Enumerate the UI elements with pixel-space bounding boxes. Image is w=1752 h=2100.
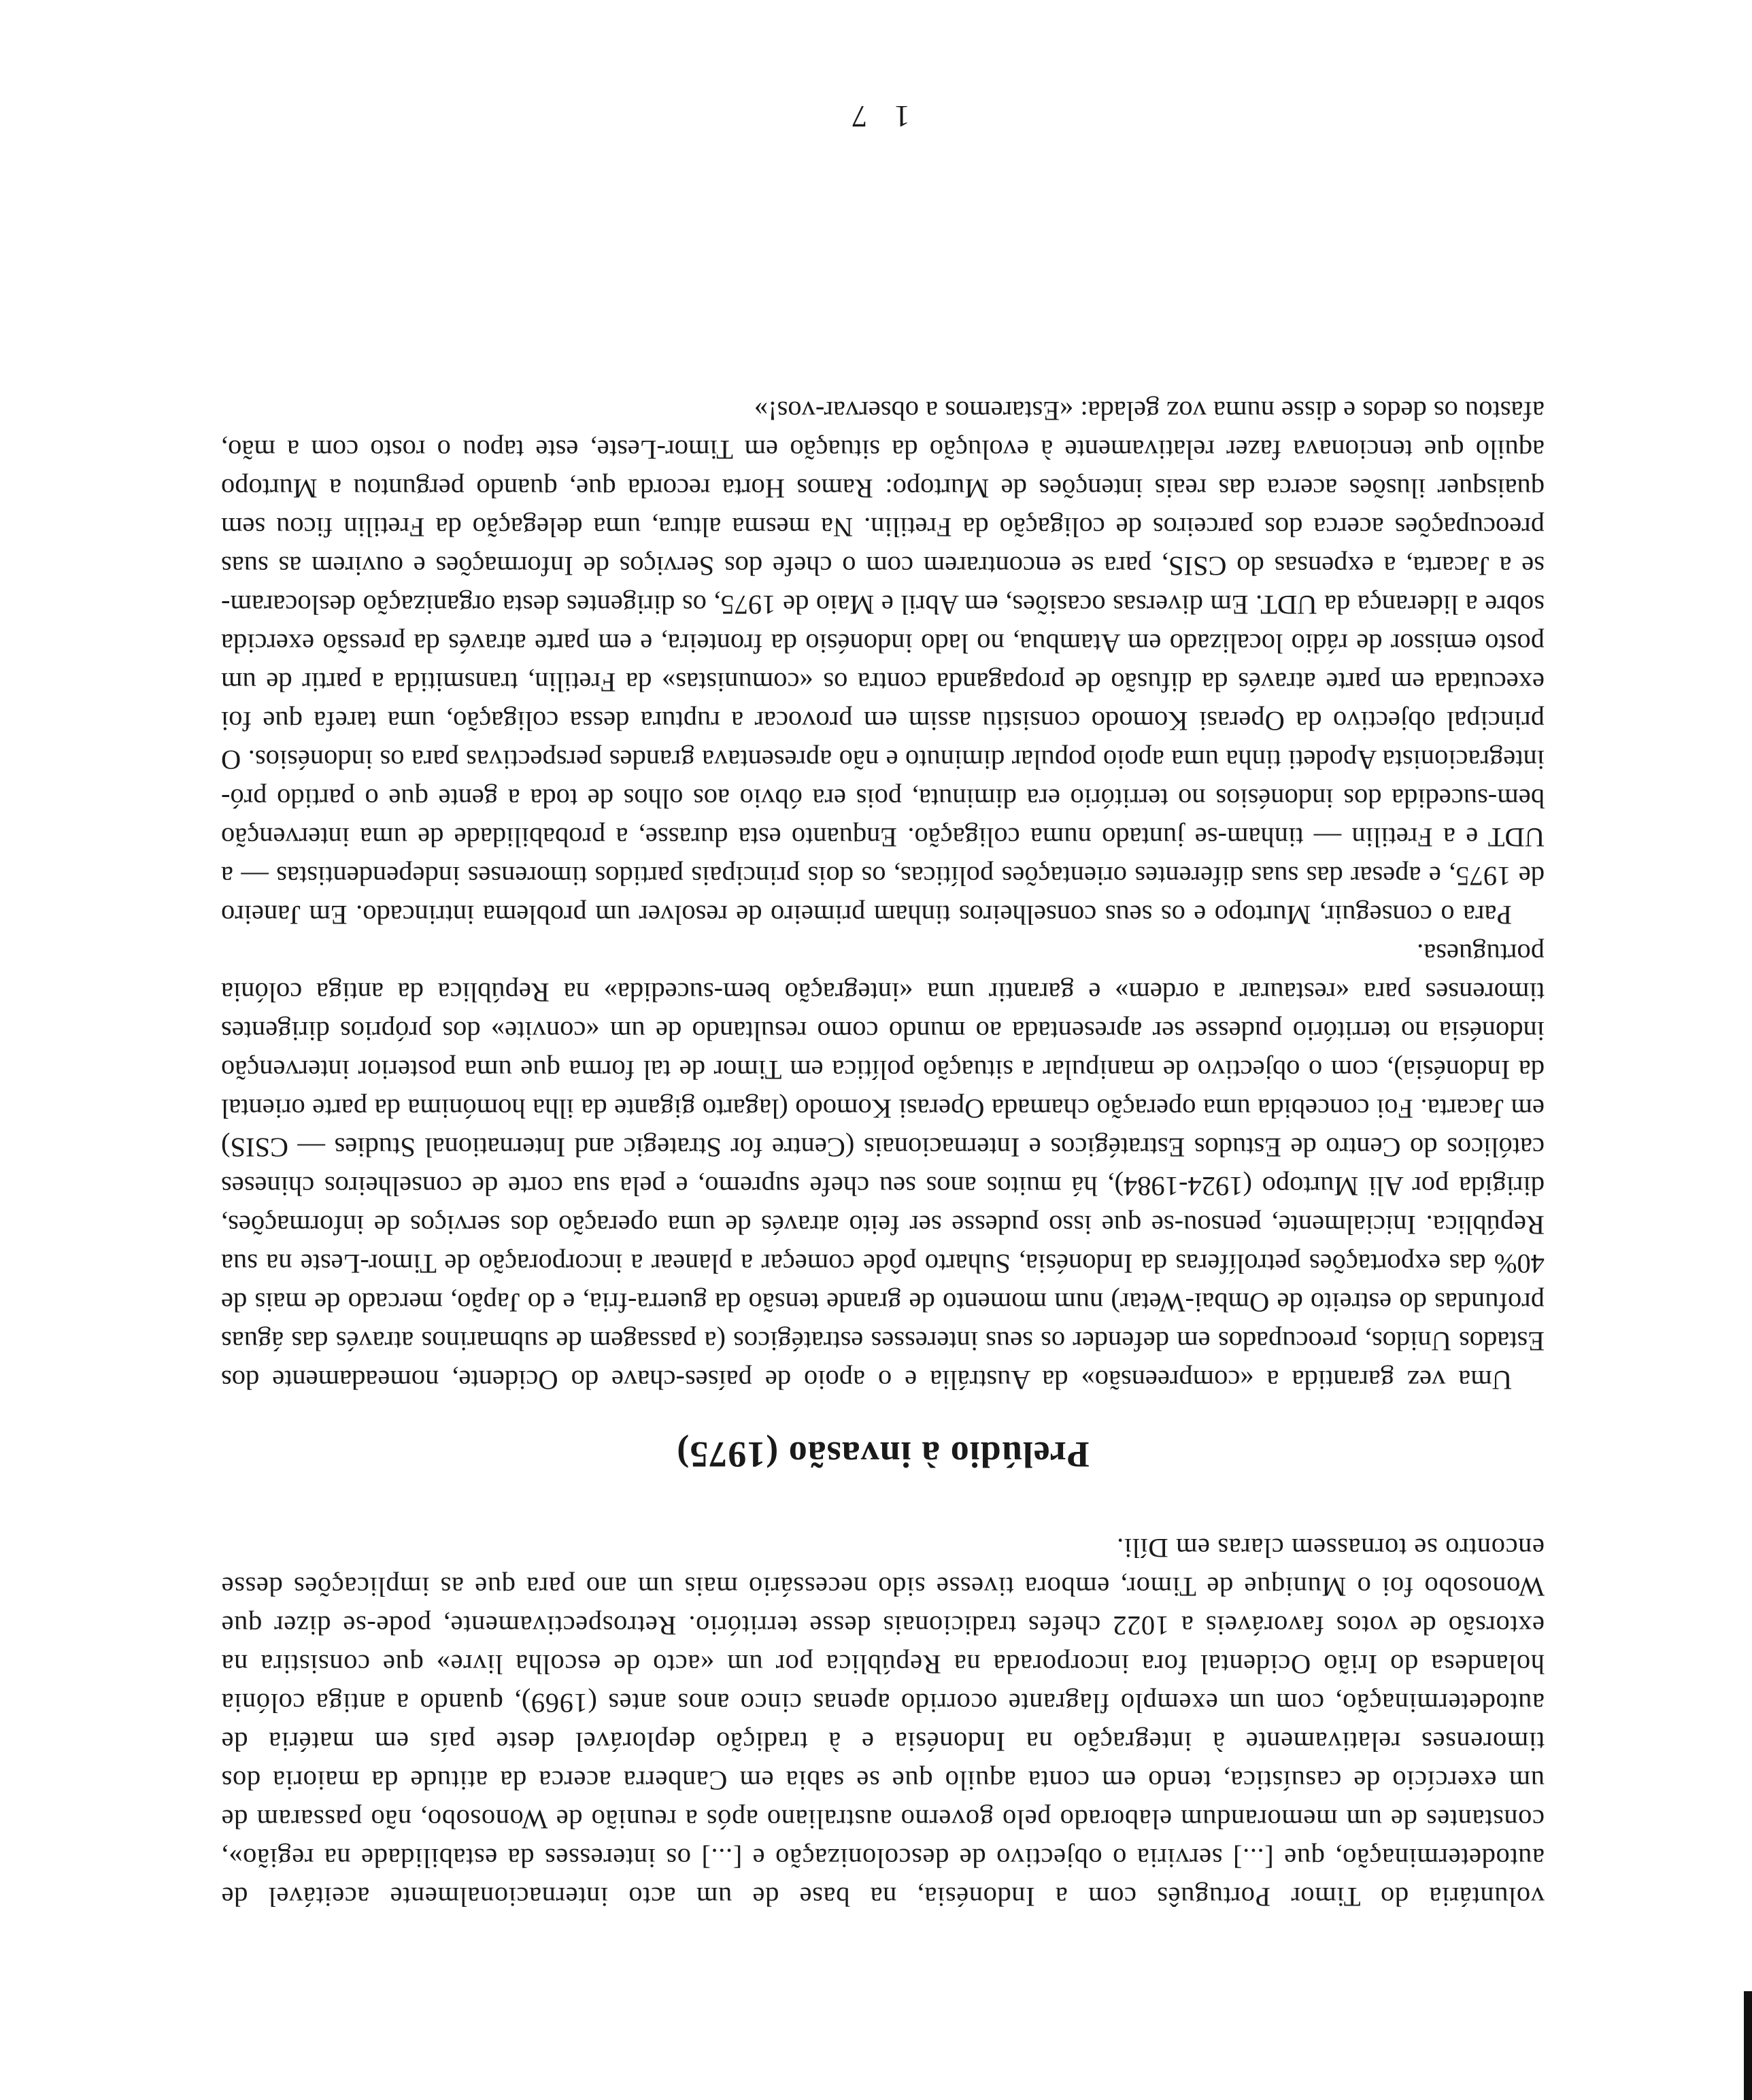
body-paragraph-1: Uma vez garantida a «compreensão» da Austrália e o apoio de países-chave do Ocidente, nomeadamente dos Estados Unidos, preocupados em defender os seus interesses estratégicos (a passagem de submarinos através das águas profundas do estreito de Ombai-Wetar) num momento de grande tensão da guerra-fria, e do Japão, mercado de mais de 40% das exportações petrolíferas da Indonésia, Suharto pôde começar a planear a incorporação de Timor-Leste na sua República. Inicialmente, pensou-se que isso pudesse ser feito através de uma operação dos serviços de informações, dirigida por Ali Murtopo (1924-1984), há muitos anos seu chefe supremo, e pela sua corte de conselheiros chineses católicos do Centro de Estudos Estratégicos e Internacionais (Centre for Strategic and International Studies — CSIS) em Jacarta. Foi concebida uma operação chamada Operasi Komodo (lagarto gigante da ilha homónima da parte oriental da Indonésia), com o objectivo de manipular a situação política em Timor de tal forma que uma posterior intervenção indonésia no território pudesse ser apresentada ao mundo como resultando de um «convite» dos próprios dirigentes timorenses para «restaurar a ordem» e garantir uma «integração bem-sucedida» na República da antiga colónia portuguesa. (221, 938, 1545, 1395)
scan-edge-mark (1744, 1991, 1752, 2100)
page-number: 1 7 (842, 99, 910, 134)
section-title: Prelúdio à invasão (1975) (676, 1434, 1090, 1475)
intro-paragraph: voluntária do Timor Português com a Indonésia, na base de um acto internacionalmente aceitável de autodeterminação, que [...] serviria o objectivo de descolonização e [...] os interesses da estabilidade na região», constantes de um memorandum elaborado pelo governo australiano após a reunião de Wonosobo, não passaram de um exercício de casuística, tendo em conta aquilo que se sabia em Canberra acerca da atitude da maioria dos timorenses relativamente à integração na Indonésia e à tradição deplorável deste país em matéria de autodeterminação, com um exemplo flagrante ocorrido apenas cinco anos antes (1969), quando a antiga colónia holandesa do Irião Ocidental fora incorporada na República por um «acto de escolha livre» que consistira na extorsão de votos favoráveis a 1022 chefes tradicionais desse território. Retrospectivamente, pode-se dizer que Wonosobo foi o Munique de Timor, embora tivesse sido necessário mais um ano para que as implicações desse encontro se tornassem claras em Díli. (221, 1533, 1545, 1912)
body-paragraph-2: Para o conseguir, Murtopo e os seus conselheiros tinham primeiro de resolver um problema intrincado. Em Janeiro de 1975, e apesar das suas diferentes orientações políticas, os dois principais partidos timorenses independentistas — a UDT e a Fretilin — tinham-se juntado numa coligação. Enquanto esta durasse, a probabilidade de uma intervenção bem-sucedida dos indonésios no território era diminuta, pois era óbvio aos olhos de toda a gente que o partido pró-integracionista Apodeti tinha uma apoio popular diminuto e não apresentava grandes perspectivas para os indonésios. O principal objectivo da Operasi Komodo consistiu assim em provocar a ruptura dessa coligação, uma tarefa que foi executada em parte através da difusão de propaganda contra os «comunistas» da Fretilin, transmitida a partir de um posto emissor de rádio localizado em Atambua, no lado indonésio da fronteira, e em parte através da pressão exercida sobre a liderança da UDT. Em diversas ocasiões, em Abril e Maio de 1975, os dirigentes desta organização deslocaram-se a Jacarta, a expensas do CSIS, para se encontrarem com o chefe dos Serviços de Informações e ouvirem as suas preocupações acerca dos parceiros de coligação da Fretilin. Na mesma altura, uma delegação da Fretilin ficou sem quaisquer ilusões acerca das reais intenções de Murtopo: Ramos Horta recorda que, quando perguntou a Murtopo aquilo que tencionava fazer relativamente à evolução da situação em Timor-Leste, este tapou o rosto com a mão, afastou os dedos e disse numa voz gelada: «Estaremos a observar-vos!» (221, 396, 1545, 930)
page-content (221, 392, 1545, 1916)
